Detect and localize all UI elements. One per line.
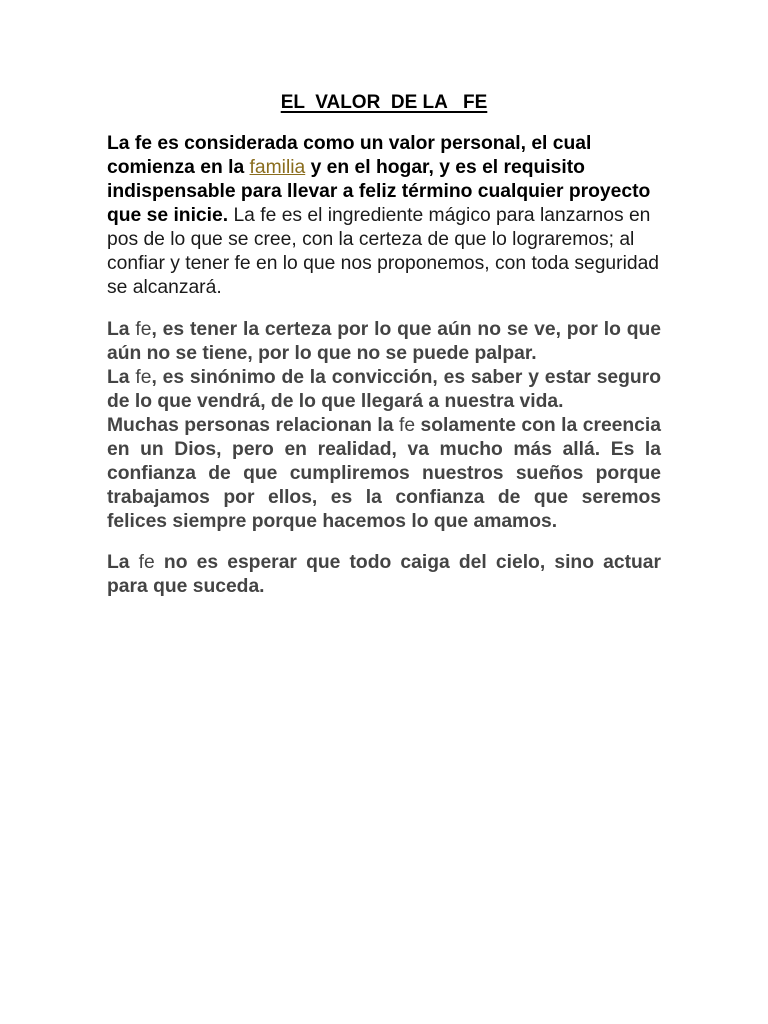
fe-word: fe bbox=[398, 415, 416, 436]
fe-word: fe bbox=[138, 552, 155, 573]
familia-link[interactable]: familia bbox=[249, 157, 306, 178]
line1-text: , es tener la certeza por lo que aún no se ve, por lo que aún no se tiene, por lo que no se puede palpar. bbox=[107, 319, 661, 364]
line3-lead: Muchas personas relacionan la bbox=[107, 415, 399, 436]
closing-text: no es esperar que todo caiga del cielo, sino actuar para que suceda. bbox=[107, 552, 662, 597]
fe-word: fe bbox=[135, 319, 152, 340]
line2-lead: La bbox=[107, 367, 136, 388]
paragraph-closing bbox=[107, 551, 661, 599]
closing-lead: La bbox=[107, 552, 139, 573]
intro-bold-text-continued: y en el hogar, y es el requisito indispensable para llevar a feliz término cualquier proyecto que se inicie. bbox=[107, 157, 651, 226]
faith-definition-line-3 bbox=[107, 414, 661, 534]
fe-word: fe bbox=[135, 367, 152, 388]
line3-text: solamente con la creencia en un Dios, pero en realidad, va mucho más allá. Es la confianza de que cumpliremos nuestros sueños porque trabajamos por ellos, es la confianza de que seremos felices siempre porque hacemos lo que amamos. bbox=[107, 415, 661, 532]
intro-regular-text: La fe es el ingrediente mágico para lanzarnos en pos de lo que se cree, con la certeza de que lo lograremos; al confiar y tener fe en lo que nos proponemos, con toda seguridad se alcanzará. bbox=[107, 205, 660, 298]
faith-definition-line-1 bbox=[107, 318, 661, 366]
faith-definition-line-2 bbox=[107, 366, 661, 414]
line2-text: , es sinónimo de la convicción, es saber y estar seguro de lo que vendrá, de lo que llegará a nuestra vida. bbox=[107, 367, 661, 412]
line1-lead: La bbox=[107, 319, 136, 340]
paragraph-intro bbox=[107, 132, 661, 300]
intro-bold-text: La fe es considerada como un valor personal, el cual comienza en la bbox=[107, 133, 592, 178]
document-title: EL VALOR DE LA FE bbox=[280, 92, 488, 113]
paragraph-faith-definitions bbox=[107, 318, 661, 534]
